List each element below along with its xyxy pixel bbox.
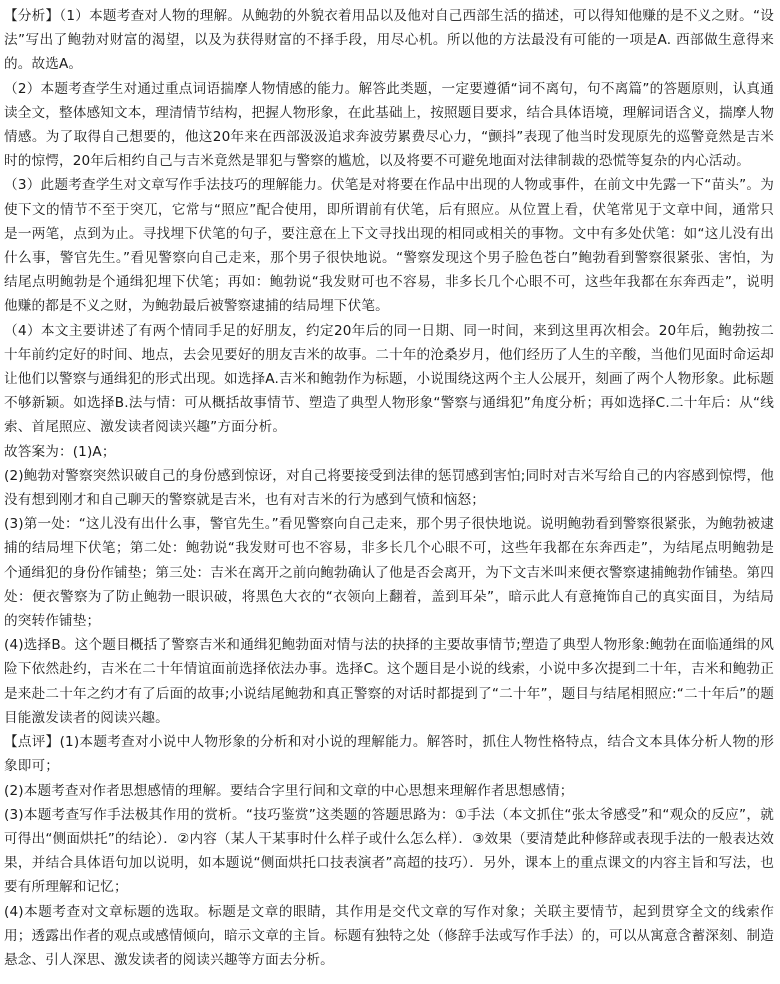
- analysis-paragraph-2: （2）本题考查学生对通过重点词语揣摩人物情感的能力。解答此类题，一定要遵循“词不离句，句不离篇”的答题原则，认真通读全文，整体感知文本，理清情节结构，把握人物形象，在此基础上，按照题目要求，结合具体语境，理解词语含义，揣摩人物情感。为了取得自己想要的，他这20年来在西部汲汲追求奔波劳累费尽心力，“颤抖”表现了他当时发现原先的巡警竟然是吉米时的惊愕，20年后相约自己与吉米竟然是罪犯与警察的尴尬，以及将要不可避免地面对法律制裁的恐慌等复杂的内心活动。: [4, 80, 774, 170]
- comment-1: 【点评】(1)本题考查对小说中人物形象的分析和对小说的理解能力。解答时，抓住人物性格特点，结合文本具体分析人物的形象即可；: [4, 734, 774, 775]
- comment-4: (4)本题考查对文章标题的选取。标题是文章的眼睛，其作用是交代文章的写作对象；关联主要情节，起到贯穿全文的线索作用；透露出作者的观点或感情倾向，暗示文章的主旨。标题有独特之处（修辞手法或写作手法）的，可以从寓意含蓄深刻、制造悬念、引人深思、激发读者的阅读兴趣等方面去分析。: [4, 903, 774, 968]
- analysis-paragraph-4: （4）本文主要讲述了有两个情同手足的好朋友，约定20年后的同一日期、同一时间，来到这里再次相会。20年后，鲍勃按二十年前约定好的时间、地点，去会见要好的朋友吉米的故事。二十年的沧桑岁月，他们经历了人生的辛酸，当他们见面时命运却让他们以警察与通缉犯的形式出现。如选择A.吉米和鲍勃作为标题，小说围绕这两个主人公展开，刻画了两个人物形象。此标题不够新颖。如选择B.法与情：可从概括故事情节、塑造了典型人物形象“警察与通缉犯”角度分析；再如选择C.二十年后：从“线索、首尾照应、激发读者阅读兴趣”方面分析。: [4, 322, 774, 436]
- analysis-paragraph-1: 【分析】（1）本题考查对人物的理解。从鲍勃的外貌衣着用品以及他对自己西部生活的描述，可以得知他赚的是不义之财。“设法”写出了鲍勃对财富的渴望，以及为获得财富的不择手段，用尽心机。所以他的方法最没有可能的一项是A. 西部做生意得来的。故选A。: [4, 8, 774, 73]
- answer-2: (2)鲍勃对警察突然识破自己的身份感到惊讶，对自己将要接受到法律的惩罚感到害怕;同时对吉米写给自己的内容感到惊愕，他没有想到刚才和自己聊天的警察就是吉米，也有对吉米的行为感到气愤和恼怒；: [4, 467, 774, 509]
- comment-3: (3)本题考查写作手法极其作用的赏析。“技巧鉴赏”这类题的答题思路为：①手法（本文抓住“张太爷感受”和“观众的反应”，就可得出“侧面烘托”的结论）．②内容（某人干某事时什么样子或什么怎么样）．③效果（要清楚此种修辞或表现手法的一般表达效果，并结合具体语句加以说明，如本题说“侧面烘托口技表演者”高超的技巧）．另外，课本上的重点课文的内容主旨和写法，也要有所理解和记忆；: [4, 806, 774, 896]
- analysis-paragraph-3: （3）此题考查学生对文章写作手法技巧的理解能力。伏笔是对将要在作品中出现的人物或事件，在前文中先露一下“苗头”。为使下文的情节不至于突兀，它常与“照应”配合使用，即所谓前有伏笔，后有照应。从位置上看，伏笔常见于文章中间，通常只是一两笔，点到为止。寻找埋下伏笔的句子，要注意在上下文寻找出现的相同或相关的事物。文中有多处伏笔：如“这儿没有出什么事，警官先生。”看见警察向自己走来，那个男子很快地说。“警察发现这个男子脸色苍白”鲍勃看到警察很紧张、害怕，为结尾点明鲍勃是个通缉犯埋下伏笔；再如：鲍勃说“我发财可也不容易，非多长几个心眼不可，这些年我都在东奔西走”，说明他赚的都是不义之财，为鲍勃最后被警察逮捕的结局埋下伏笔。: [4, 177, 774, 315]
- answer-heading: 故答案为：(1)A；: [4, 443, 116, 460]
- answer-4: (4)选择B。这个题目概括了警察吉米和通缉犯鲍勃面对情与法的抉择的主要故事情节;塑造了典型人物形象:鲍勃在面临通缉的风险下依然赴约，吉米在二十年情谊面前选择依法办事。选择C。这个题目是小说的线索，小说中多次提到二十年，吉米和鲍勃正是来赴二十年之约才有了后面的故事;小说结尾鲍勃和真正警察的对话时都提到了“二十年”，题目与结尾相照应:“二十年后”的题目能激发读者的阅读兴趣。: [4, 637, 774, 726]
- comment-2: (2)本题考查对作者思想感情的理解。要结合字里行间和文章的中心思想来理解作者思想感情；: [4, 782, 574, 799]
- answer-3: (3)第一处：“这儿没有出什么事，警官先生。”看见警察向自己走来，那个男子很快地说。说明鲍勃看到警察很紧张，为鲍勃被逮捕的结局埋下伏笔；第二处：鲍勃说“我发财可也不容易，非多长几个心眼不可，这些年我都在东奔西走”，为结尾点明鲍勃是个通缉犯的身份作铺垫；第三处：吉米在离开之前向鲍勃确认了他是否会离开，为下文吉米叫来便衣警察逮捕鲍勃作铺垫。第四处：便衣警察为了防止鲍勃一眼识破，将黑色大衣的“衣领向上翻着，盖到耳朵”，暗示此人有意掩饰自己的真实面目，为结局的突转作铺垫；: [4, 516, 774, 630]
